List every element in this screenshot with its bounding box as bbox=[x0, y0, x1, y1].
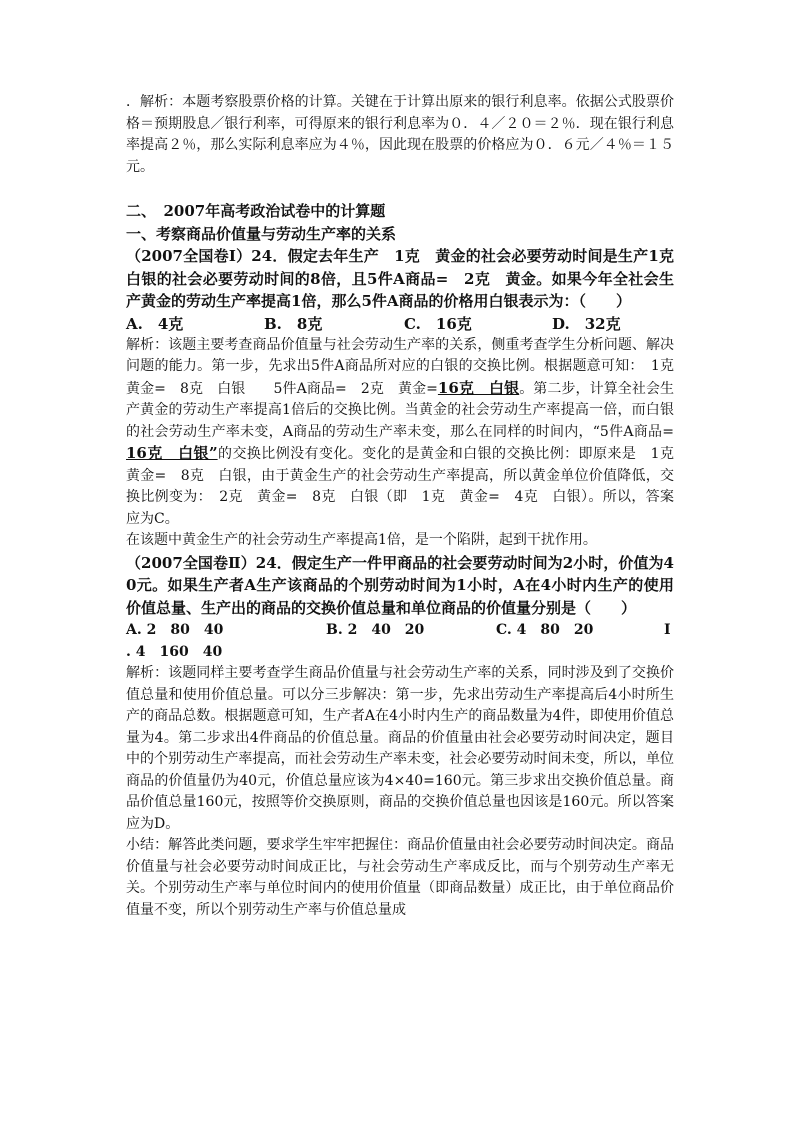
question1-options bbox=[126, 313, 674, 335]
q1-option-a: A. 4克 bbox=[126, 314, 184, 333]
question2-options bbox=[126, 619, 674, 641]
q1-option-b: B. 8克 bbox=[264, 314, 323, 333]
q1-analysis-part2: 。第二步，计算全社会生产黄金的劳动生产率提高1倍后的交换比例。当黄金的社会劳动生产率提高一倍，而白银的社会劳动生产率未变，A商品的劳动生产率未变，那么在同样的时间内，“5件A商品= bbox=[126, 380, 675, 440]
q2-option-d: . 4 160 40 bbox=[126, 644, 223, 660]
q1-analysis-part3: 的交换比例没有变化。变化的是黄金和白银的交换比例：即原来是 1克 黄金= 8克 白银，由于黄金生产的社会劳动生产率提高，所以黄金单位价值降低，交换比例变为： 2克 黄金= 8克 白银（即 1克 黄金= 4克 白银）。所以，答案应为C。 bbox=[126, 446, 688, 527]
q1-option-c: C. 16克 bbox=[404, 314, 472, 333]
subsection-heading: 一、考察商品价值量与劳动生产率的关系 bbox=[126, 224, 397, 243]
q2-option-b: B. 2 40 20 bbox=[326, 622, 425, 638]
intro-analysis: ．解析：本题考察股票价格的计算。关键在于计算出原来的银行利息率。依据公式股票价格＝预期股息／银行利率，可得原来的银行利息率为０．４／２０＝２％．现在银行利息率提高２％，那么实际利息率应为４％，因此现在股票的价格应为０．６元／４％＝１５元。 bbox=[126, 94, 674, 175]
question2-stem: （2007全国卷Ⅱ）24．假定生产一件甲商品的社会要劳动时间为2小时，价值为40元。如果生产者A生产该商品的个别劳动时间为1小时，A在4小时内生产的使用价值总量、生产出的商品的交换价值总量和单位商品的价值量分别是（ ） bbox=[126, 553, 674, 617]
question1-stem: （2007全国卷Ⅰ）24．假定去年生产 1克 黄金的社会必要劳动时间是生产1克 白银的社会必要劳动时间的8倍，且5件A商品= 2克 黄金。如果今年全社会生产黄金的劳动生产率提高1倍，那么5件A商品的价格用白银表示为：（ ） bbox=[126, 247, 690, 310]
q2-option-a: A. 2 80 40 bbox=[126, 622, 224, 638]
question2-analysis: 解析：该题同样主要考查学生商品价值量与社会劳动生产率的关系，同时涉及到了交换价值总量和使用价值总量。可以分三步解决：第一步，先求出劳动生产率提高后4小时所生产的商品总数。根据题意可知，生产者A在4小时内生产的商品数量为4件，即使用价值总量为4。第二步求出4件商品的价值总量。商品的价值量由社会必要劳动时间决定，题目中的个别劳动生产率提高，而社会劳动生产率未变，社会必要劳动时间未变，所以，单位商品的价值量仍为40元，价值总量应该为4×40=160元。第三步求出交换价值总量。商品价值总量160元，按照等价交换原则，商品的交换价值总量也因该是160元。所以答案应为D。 bbox=[126, 665, 674, 832]
question2-options-row2 bbox=[126, 641, 674, 663]
question1-note: 在该题中黄金生产的社会劳动生产率提高1倍，是一个陷阱，起到干扰作用。 bbox=[126, 532, 597, 548]
q2-option-c: C. 4 80 20 bbox=[496, 622, 594, 638]
section-heading: 二、 2007年高考政治试卷中的计算题 bbox=[126, 202, 386, 220]
q1-option-d: D. 32克 bbox=[552, 314, 621, 333]
document-page bbox=[126, 92, 690, 921]
q1-highlight-1: 16克 白银 bbox=[437, 378, 520, 397]
spacer bbox=[126, 178, 674, 200]
question1-analysis bbox=[126, 335, 688, 531]
q1-analysis-part1: 解析：该题主要考查商品价值量与社会劳动生产率的关系，侧重考查学生分析问题、解决问题的能力。第一步，先求出5件A商品所对应的白银的交换比例。根据题意可知： 1克 黄金= 8克 白银 5件A商品= 2克 黄金= bbox=[126, 336, 688, 397]
summary: 小结：解答此类问题，要求学生牢牢把握住：商品价值量由社会必要劳动时间决定。商品价值量与社会必要劳动时间成正比，与社会劳动生产率成反比，而与个别劳动生产率无关。个别劳动生产率与单位时间内的使用价值量（即商品数量）成正比，由于单位商品价值量不变，所以个别劳动生产率与价值总量成 bbox=[126, 837, 674, 918]
q2-option-d-prefix: I bbox=[664, 622, 671, 638]
q1-highlight-2: 16克 白银” bbox=[126, 444, 218, 462]
